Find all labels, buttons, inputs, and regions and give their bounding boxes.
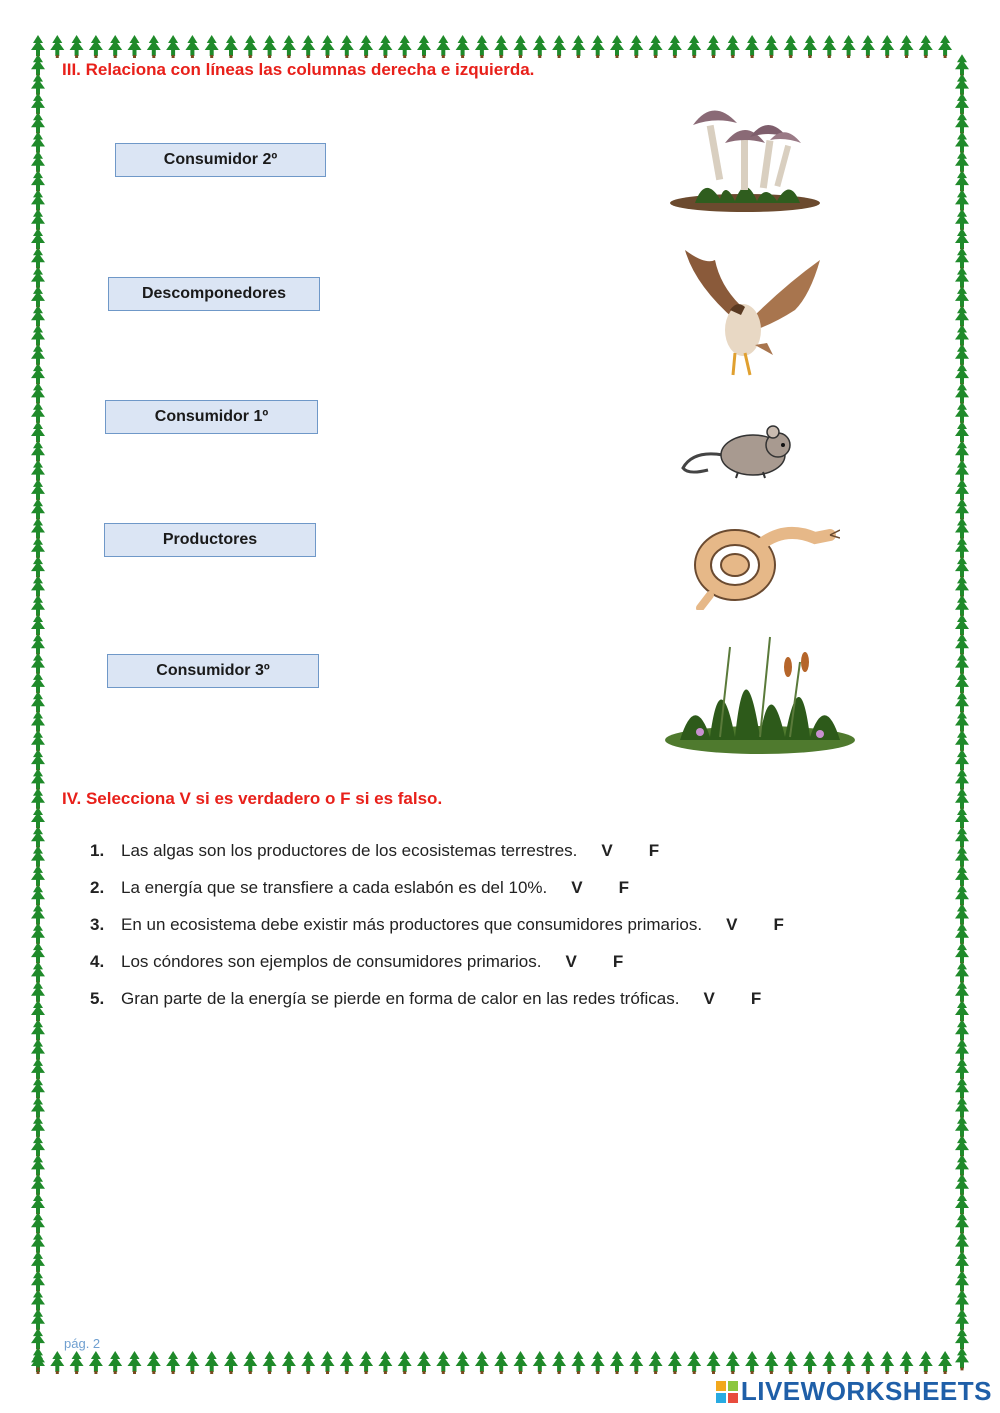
statement-number: 5. xyxy=(90,988,105,1008)
statement-number: 3. xyxy=(90,914,105,934)
statement-3 xyxy=(90,906,784,943)
true-false-list xyxy=(90,832,784,1017)
true-option-3[interactable]: V xyxy=(726,914,738,934)
false-option-3[interactable]: F xyxy=(773,914,784,934)
false-option-1[interactable]: F xyxy=(648,840,660,860)
mouse-image[interactable] xyxy=(678,420,803,485)
true-option-1[interactable]: V xyxy=(601,840,613,860)
match-box-descomponedores[interactable]: Descomponedores xyxy=(108,277,320,311)
section-3-title: III. Relaciona con líneas las columnas derecha e izquierda. xyxy=(62,60,535,79)
true-option-2[interactable]: V xyxy=(571,877,583,897)
false-option-4[interactable]: F xyxy=(612,951,624,971)
match-box-productores[interactable]: Productores xyxy=(104,523,316,557)
true-option-5[interactable]: V xyxy=(703,988,715,1008)
grass-image[interactable] xyxy=(660,632,855,757)
statement-text: La energía que se transfiere a cada eslabón es del 10%. xyxy=(121,877,548,897)
match-box-consumidor-3[interactable]: Consumidor 3º xyxy=(107,654,319,688)
section-4-title: IV. Selecciona V si es verdadero o F si es falso. xyxy=(62,789,443,808)
page-number: pág. 2 xyxy=(64,1336,101,1351)
mushrooms-image[interactable] xyxy=(665,95,825,215)
statement-4 xyxy=(90,943,784,980)
false-option-2[interactable]: F xyxy=(618,877,629,897)
statement-number: 2. xyxy=(90,877,105,897)
statement-1 xyxy=(90,832,784,869)
match-box-consumidor-2[interactable]: Consumidor 2º xyxy=(115,143,326,177)
snake-image[interactable] xyxy=(690,520,840,610)
statement-text: Gran parte de la energía se pierde en forma de calor en las redes tróficas. xyxy=(121,988,680,1008)
liveworksheets-brand xyxy=(715,1376,992,1407)
statement-text: Los cóndores son ejemplos de consumidores primarios. xyxy=(121,951,542,971)
statement-5 xyxy=(90,980,784,1017)
false-option-5[interactable]: F xyxy=(750,988,762,1008)
hawk-image[interactable] xyxy=(675,245,825,385)
match-box-consumidor-1[interactable]: Consumidor 1º xyxy=(105,400,318,434)
liveworksheets-logo-icon xyxy=(715,1380,739,1404)
statement-text: En un ecosistema debe existir más productores que consumidores primarios. xyxy=(121,914,703,934)
statement-number: 4. xyxy=(90,951,105,971)
statement-2 xyxy=(90,869,784,906)
brand-name: LIVEWORKSHEETS xyxy=(740,1376,992,1406)
true-option-4[interactable]: V xyxy=(565,951,577,971)
statement-text: Las algas son los productores de los ecosistemas terrestres. xyxy=(121,840,578,860)
statement-number: 1. xyxy=(90,840,105,860)
